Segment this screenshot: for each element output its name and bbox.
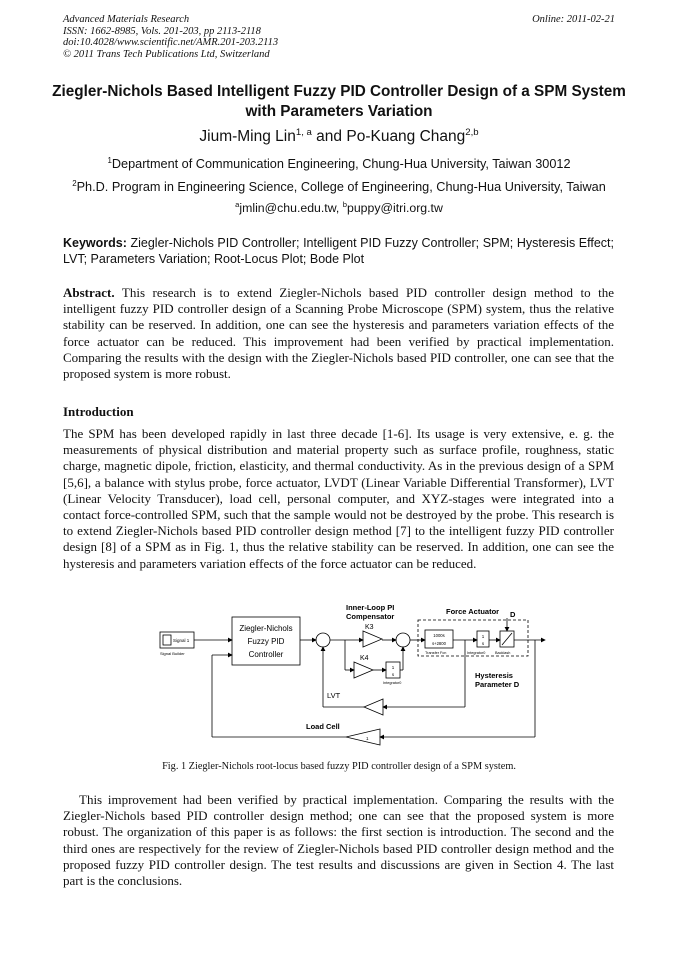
author-1-sup: 1, a [295, 126, 312, 138]
inner-loop-label-2: Compensator [346, 612, 395, 621]
affiliation-1 [0, 157, 678, 171]
keywords-label: Keywords: [63, 236, 127, 250]
signal-builder-label: Signal Builder [160, 651, 185, 656]
signal-block-label: Signal 1 [173, 638, 190, 643]
hysteresis-label-1: Hysteresis [475, 671, 513, 680]
controller-label-2: Fuzzy PID [247, 637, 285, 646]
affiliation-1-text: Department of Communication Engineering, Chung-Hua University, Taiwan 30012 [111, 157, 571, 171]
issn-line: ISSN: 1662-8985, Vols. 201-203, pp 2113-2118 [63, 25, 261, 37]
author-line [0, 128, 678, 146]
author-connector: and [311, 128, 347, 145]
load-cell-label: Load Cell [306, 722, 340, 731]
lvt-gain [364, 699, 383, 715]
k3-label: K3 [365, 624, 374, 631]
affiliation-1-sup: 1 [107, 155, 112, 165]
email-b[interactable]: puppy@itri.org.tw [346, 201, 443, 215]
integrator0-num: 1 [391, 665, 395, 670]
controller-label-1: Ziegler-Nichols [239, 624, 293, 633]
paper-title: Ziegler-Nichols Based Intelligent Fuzzy PID Controller Design of a SPM System with Parameters Variation [52, 83, 626, 120]
email-b-sup: b [342, 199, 347, 209]
keywords-text: Ziegler-Nichols PID Controller; Intelligent PID Fuzzy Controller; SPM; Hysteresis Effect; LVT; Parameters Variation; Root-Locus Plot; Bode Plot [63, 236, 614, 266]
k4-label: K4 [360, 655, 369, 662]
lvt-label: LVT [327, 691, 341, 700]
backlash-label: Backlash [495, 651, 511, 655]
inner-loop-label-1: Inner-Loop PI [346, 603, 395, 612]
introduction-paragraph-2: This improvement had been verified by practical implementation. Comparing the results with the Ziegler-Nichols based PID controller design method; one can see that the proposed system is more robust. The organization of this paper is as follows: the first section is introduction. The second and the third ones are respectively for the review of Ziegler-Nichols based PID controller design method and the proposed fuzzy PID controller design. The test results and discussions are given in Section 4. The last part is the conclusions. [63, 792, 614, 889]
email-line [0, 201, 678, 215]
tf-num: 1000s [433, 633, 445, 638]
integrator-label: Integrator0 [467, 651, 486, 655]
affiliation-2 [0, 180, 678, 194]
keywords-block [63, 235, 614, 267]
affiliation-2-text: Ph.D. Program in Engineering Science, College of Engineering, Chung-Hua University, Taiwan [76, 180, 606, 194]
load-cell-gain-value: 1 [366, 736, 369, 741]
integrator-den: s [481, 641, 485, 646]
d-label: D [510, 610, 516, 619]
affiliation-2-sup: 2 [72, 178, 77, 188]
sum-junction-1 [316, 633, 330, 647]
author-1: Jium-Ming Lin [199, 128, 296, 145]
journal-name: Advanced Materials Research [63, 14, 190, 25]
abstract-label: Abstract. [63, 285, 115, 300]
hysteresis-label-2: Parameter D [475, 680, 520, 689]
copyright-line: © 2011 Trans Tech Publications Ltd, Switzerland [63, 48, 270, 60]
k4-gain [354, 662, 373, 678]
load-cell-gain [346, 729, 380, 745]
tf-den: s+2800 [432, 641, 446, 646]
block-diagram [150, 600, 550, 748]
abstract-block [63, 285, 614, 382]
k3-gain [363, 631, 382, 647]
online-date: Online: 2011-02-21 [532, 14, 615, 25]
abstract-text: This research is to extend Ziegler-Nichols based PID controller design method to the intelligent fuzzy PID controller design of a Scanning Probe Microscope (SPM) system, thus the relative stability can be reserved. In addition, one can see the hysteresis and parameters variation effects of the force actuator can be reduced. This improvement had been verified by practical implementation. Comparing the results with the design with the Ziegler-Nichols based PID controller, one can see that the proposed system is more robust. [63, 285, 614, 382]
introduction-paragraph-1: The SPM has been developed rapidly in last three decade [1-6]. Its usage is very extensive, e. g. the measurements of physical distribution and material property such as surface profile, roughness, static charge, magnetic dipole, friction, elasticity, and thermal conductivity. As in the previous design of a SPM [5,6], a balance with stylus probe, force actuator, LVDT (Linear Variable Differential Transformer), LVT (Linear Velocity Transducer), load cell, personal computer, and XYZ-stages were integrated into a contact force-controlled SPM, such that the sample would not be destroyed by the probe. This research is to extend Ziegler-Nichols based PID controller design method [7] to the intelligent fuzzy PID controller design [8] of a SPM as in Fig. 1, thus the relative stability can be reserved. In addition, one can see the hysteresis and parameters variation effects of the force actuator can be reduced. [63, 426, 614, 571]
doi-line: doi:10.4028/www.scientific.net/AMR.201-203.2113 [63, 37, 279, 49]
controller-label-3: Controller [248, 650, 284, 659]
email-a[interactable]: jmlin@chu.edu.tw, [239, 201, 343, 215]
integrator-num: 1 [481, 634, 485, 639]
force-actuator-label: Force Actuator [446, 607, 500, 616]
email-a-sup: a [235, 199, 240, 209]
block-diagram-figure [150, 600, 550, 748]
figure-caption: Fig. 1 Ziegler-Nichols root-locus based fuzzy PID controller design of a SPM system. [162, 761, 516, 772]
sum-junction-2 [396, 633, 410, 647]
integrator0-den: s [391, 672, 395, 677]
integrator0-label: Integrator0 [383, 681, 402, 685]
introduction-heading: Introduction [63, 404, 134, 419]
author-2: Po-Kuang Chang [346, 128, 466, 145]
transfer-fcn-label: Transfer Fcn [425, 651, 447, 655]
journal-header [63, 14, 615, 60]
author-2-sup: 2,b [465, 126, 479, 138]
